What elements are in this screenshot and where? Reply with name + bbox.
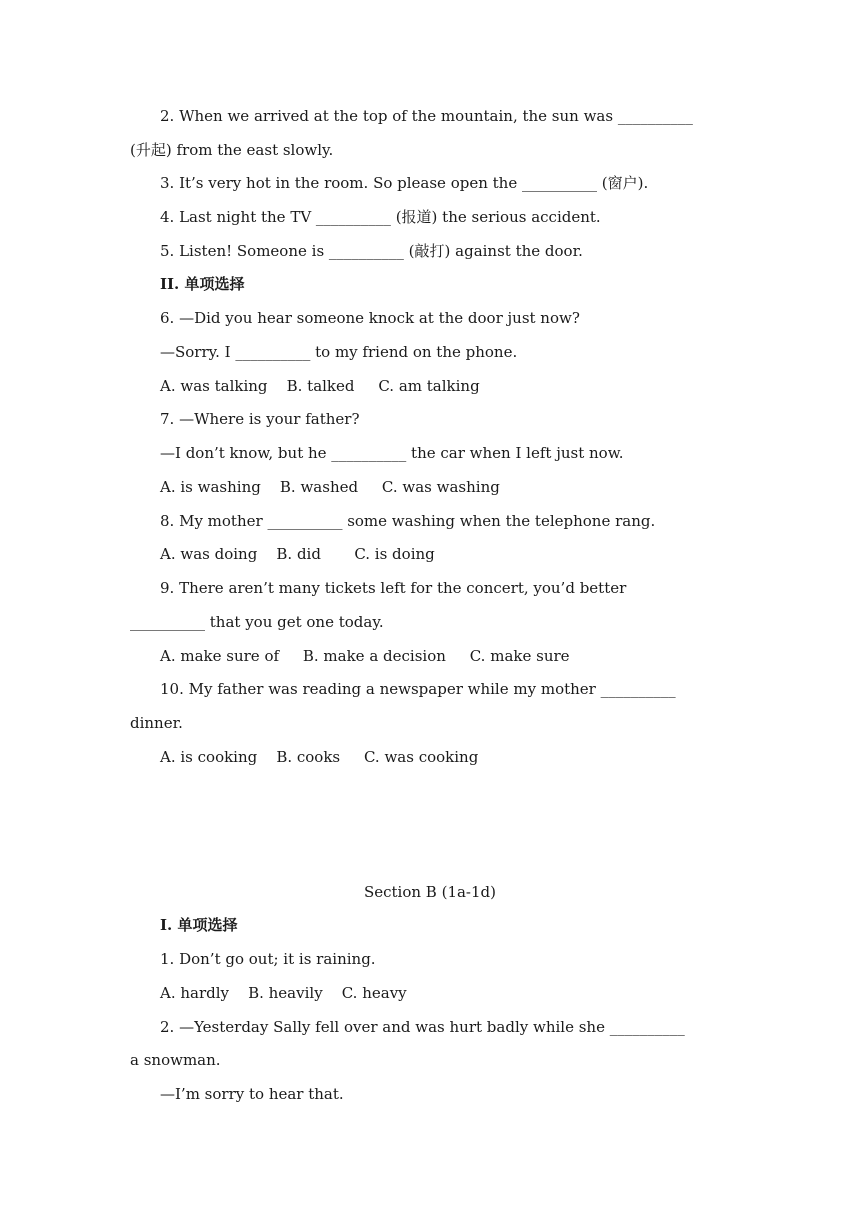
question-4: 4. Last night the TV __________ (报道) the serious accident. [160,208,601,226]
question-10-line-1: 10. My father was reading a newspaper while my mother __________ [160,680,676,698]
question-7-answer-line: —I don’t know, but he __________ the car when I left just now. [160,444,624,462]
section-b-title: Section B (1a-1d) [363,883,497,901]
question-5: 5. Listen! Someone is __________ (敲打) against the door. [160,242,583,260]
section-b-question-2-line-1: 2. —Yesterday Sally fell over and was hurt badly while she __________ [160,1018,685,1036]
question-9-line-1: 9. There aren’t many tickets left for the concert, you’d better [160,579,627,597]
question-9-line-2: __________ that you get one today. [130,613,384,631]
section-heading-ii: II. 单项选择 [160,275,245,293]
question-6: 6. —Did you hear someone knock at the door just now? [160,309,580,327]
question-8: 8. My mother __________ some washing when the telephone rang. [160,512,656,530]
question-6-answer-line: —Sorry. I __________ to my friend on the phone. [160,343,518,361]
question-9-options: A. make sure of B. make a decision C. make sure [160,647,570,665]
question-7-options: A. is washing B. washed C. was washing [160,478,500,496]
question-8-options: A. was doing B. did C. is doing [160,545,435,563]
question-10-line-2: dinner. [130,714,183,732]
question-7: 7. —Where is your father? [160,410,360,428]
section-b-question-2-reply: —I’m sorry to hear that. [160,1085,344,1103]
section-b-question-2-line-2: a snowman. [130,1051,221,1069]
section-b-question-1: 1. Don’t go out; it is raining. [160,950,376,968]
question-2-line-1: 2. When we arrived at the top of the mountain, the sun was __________ [160,107,693,125]
question-10-options: A. is cooking B. cooks C. was cooking [160,748,479,766]
question-2-line-2: (升起) from the east slowly. [130,141,334,159]
question-3: 3. It’s very hot in the room. So please open the __________ (窗户). [160,174,649,192]
section-b-question-1-options: A. hardly B. heavily C. heavy [160,984,407,1002]
section-heading-i: I. 单项选择 [160,916,238,934]
question-6-options: A. was talking B. talked C. am talking [160,377,480,395]
